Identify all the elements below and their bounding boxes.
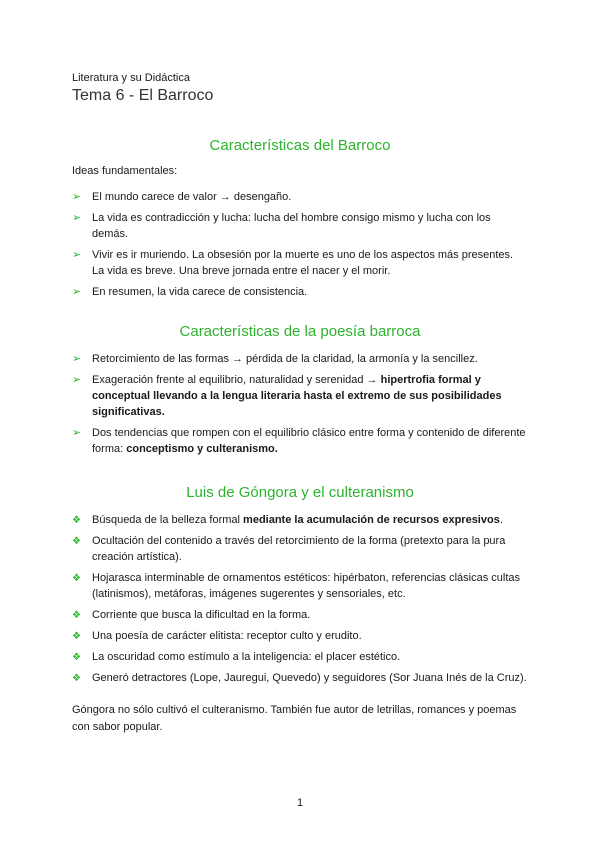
- arrowhead-icon: ➢: [72, 249, 82, 261]
- arrowhead-icon: ➢: [72, 427, 82, 439]
- list-item: [72, 512, 528, 528]
- item-text: Hojarasca interminable de ornamentos estéticos: hipérbaton, referencias clásicas cultas (latinismos), metáforas, imágenes sugerentes y sensoriales, etc.: [92, 572, 520, 600]
- list-item: [72, 284, 528, 300]
- item-bold-text: conceptismo y culteranismo.: [126, 443, 278, 455]
- arrowhead-icon: ➢: [72, 286, 82, 298]
- item-text: Ocultación del contenido a través del retorcimiento de la forma (pretexto para la pura creación artística).: [92, 535, 506, 563]
- page-number: 1: [296, 797, 304, 809]
- list-item: [72, 607, 528, 623]
- list-item: [72, 351, 528, 367]
- list-item: [72, 247, 528, 279]
- section-title-gongora: Luis de Góngora y el culteranismo: [186, 484, 414, 501]
- item-text: En resumen, la vida carece de consistencia.: [92, 286, 308, 298]
- item-text-end: .: [499, 514, 503, 526]
- item-text: Búsqueda de la belleza formal: [92, 514, 244, 526]
- diamond-star-icon: ❖: [72, 610, 81, 621]
- item-text: Generó detractores (Lope, Jauregui, Quevedo) y seguidores (Sor Juana Inés de la Cruz).: [92, 672, 527, 684]
- item-text: La vida es contradicción y lucha: lucha del hombre consigo mismo y lucha con los demás.: [92, 212, 491, 240]
- diamond-star-icon: ❖: [72, 536, 81, 547]
- arrowhead-icon: ➢: [72, 353, 82, 365]
- item-bold-text: mediante la acumulación de recursos expresivos: [243, 514, 500, 526]
- section-title-barroco: Características del Barroco: [209, 137, 391, 154]
- diamond-star-icon: ❖: [72, 515, 81, 526]
- list-item: [72, 628, 528, 644]
- item-text: Retorcimiento de las formas → pérdida de la claridad, la armonía y la sencillez.: [92, 353, 478, 365]
- bullet-list-barroco: [72, 189, 528, 305]
- list-item: [72, 670, 528, 686]
- list-item: [72, 189, 528, 205]
- diamond-star-icon: ❖: [72, 573, 81, 584]
- diamond-star-icon: ❖: [72, 631, 81, 642]
- arrowhead-icon: ➢: [72, 191, 82, 203]
- list-item: [72, 570, 528, 602]
- course-title: Literatura y su Didáctica: [72, 72, 190, 84]
- item-text: Una poesía de carácter elitista: receptor culto y erudito.: [92, 630, 362, 642]
- arrowhead-icon: ➢: [72, 212, 82, 224]
- list-item: [72, 372, 528, 420]
- item-text: Dos tendencias que rompen con el equilibrio clásico entre forma y contenido de diferente forma:: [92, 427, 526, 455]
- item-text: Vivir es ir muriendo. La obsesión por la muerte es uno de los aspectos más presentes. La vida es breve. Una breve jornada entre el nacer y el morir.: [92, 249, 514, 277]
- item-bold-text: hipertrofia formal y conceptual llevando a la lengua literaria hasta el extremo de sus posibilidades significativas.: [92, 374, 502, 418]
- arrowhead-icon: ➢: [72, 374, 82, 386]
- item-text: Exageración frente al equilibrio, naturalidad y serenidad →: [92, 374, 381, 386]
- section-intro: Ideas fundamentales:: [72, 165, 178, 177]
- diamond-star-icon: ❖: [72, 652, 81, 663]
- bullet-list-poesia: [72, 351, 528, 462]
- list-item: [72, 533, 528, 565]
- list-item: [72, 425, 528, 457]
- item-text: Corriente que busca la dificultad en la forma.: [92, 609, 311, 621]
- item-text: La oscuridad como estímulo a la inteligencia: el placer estético.: [92, 651, 401, 663]
- closing-paragraph: Góngora no sólo cultivó el culteranismo. También fue autor de letrillas, romances y poemas con sabor popular.: [72, 704, 517, 733]
- bullet-list-gongora: [72, 512, 528, 691]
- diamond-star-icon: ❖: [72, 673, 81, 684]
- section-title-poesia-barroca: Características de la poesía barroca: [179, 323, 421, 340]
- topic-title: Tema 6 - El Barroco: [72, 87, 214, 104]
- list-item: [72, 210, 528, 242]
- item-text: El mundo carece de valor → desengaño.: [92, 191, 292, 203]
- list-item: [72, 649, 528, 665]
